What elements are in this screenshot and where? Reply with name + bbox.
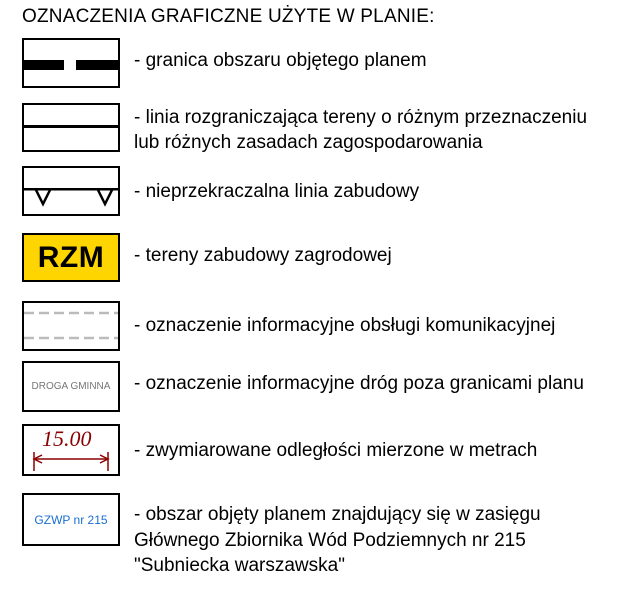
boundary-line-symbol [22,38,120,88]
building-line-description: - nieprzekraczalna linia zabudowy [134,181,420,202]
dimension-value: 15.00 [42,426,92,451]
boundary-line-description: - granica obszaru objętego planem [134,50,427,71]
demarcation-line-graphic [24,105,118,150]
municipal-road-symbol [22,361,120,412]
demarcation-line-description-2: lub różnych zasadach zagospodarowania [134,132,483,153]
dimension-description: - zwymiarowane odległości mierzone w metrach [134,440,538,461]
municipal-road-description: - oznaczenie informacyjne dróg poza granicami planu [134,373,584,394]
demarcation-line-description-1: - linia rozgraniczająca tereny o różnym przeznaczeniu [134,107,588,128]
gzwp-description-3: "Subniecka warszawska" [134,555,345,576]
building-line-symbol [22,166,120,216]
boundary-line-graphic [24,40,118,86]
rzm-description: - tereny zabudowy zagrodowej [134,245,392,266]
rzm-label: RZM [37,240,105,274]
demarcation-line-symbol [22,103,120,152]
communication-symbol [22,301,120,351]
legend-title: OZNACZENIA GRAFICZNE UŻYTE W PLANIE: [22,6,435,27]
communication-description: - oznaczenie informacyjne obsługi komunikacyjnej [134,315,556,336]
gzwp-description-2: Głównego Zbiornika Wód Podziemnych nr 215 [134,530,526,551]
dimension-symbol [22,424,120,476]
gzwp-description-1: - obszar objęty planem znajdujący się w zasięgu [134,504,541,525]
communication-graphic [24,303,118,349]
rzm-symbol [22,233,120,282]
gzwp-label: GZWP nr 215 [34,512,108,527]
building-line-graphic [24,168,118,214]
gzwp-symbol [22,493,120,546]
municipal-road-label: DROGA GMINNA [31,381,111,392]
